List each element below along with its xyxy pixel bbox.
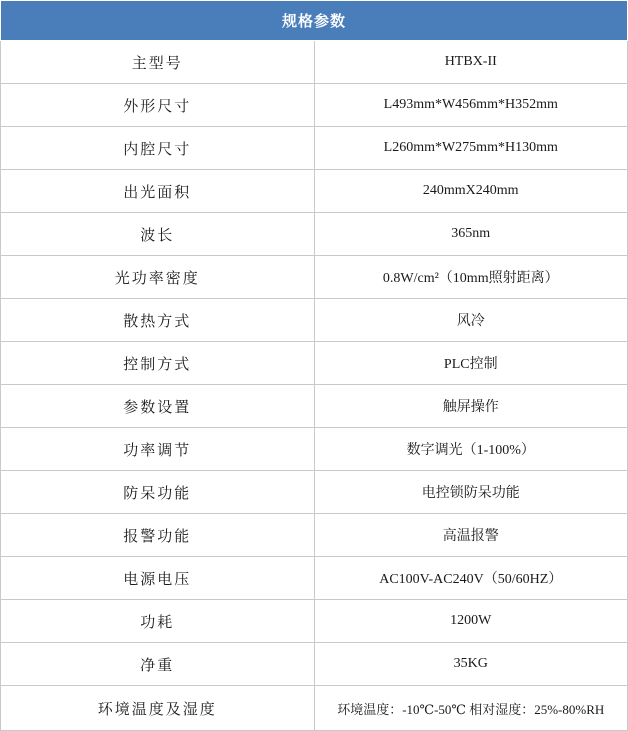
row-label: 外形尺寸 — [1, 84, 315, 127]
table-row — [1, 514, 628, 557]
row-value: 触屏操作 — [314, 385, 628, 428]
table-row — [1, 170, 628, 213]
table-row — [1, 643, 628, 686]
row-label: 防呆功能 — [1, 471, 315, 514]
row-value: PLC控制 — [314, 342, 628, 385]
row-label: 主型号 — [1, 41, 315, 84]
row-label: 散热方式 — [1, 299, 315, 342]
row-value: 环境温度：-10℃-50℃ 相对湿度：25%-80%RH — [314, 686, 628, 731]
table-row — [1, 41, 628, 84]
row-value: 1200W — [314, 600, 628, 643]
table-row — [1, 127, 628, 170]
table-row — [1, 471, 628, 514]
table-row — [1, 428, 628, 471]
row-label: 内腔尺寸 — [1, 127, 315, 170]
row-value: AC100V-AC240V（50/60HZ） — [314, 557, 628, 600]
row-value: 240mmX240mm — [314, 170, 628, 213]
row-label: 波长 — [1, 213, 315, 256]
table-row — [1, 342, 628, 385]
row-value: L260mm*W275mm*H130mm — [314, 127, 628, 170]
table-row — [1, 84, 628, 127]
table-header-row — [1, 1, 628, 41]
row-label: 参数设置 — [1, 385, 315, 428]
row-label: 出光面积 — [1, 170, 315, 213]
table-row — [1, 686, 628, 731]
table-row — [1, 256, 628, 299]
row-value: 365nm — [314, 213, 628, 256]
row-label: 报警功能 — [1, 514, 315, 557]
row-label: 光功率密度 — [1, 256, 315, 299]
row-value: 数字调光（1-100%） — [314, 428, 628, 471]
table-row — [1, 557, 628, 600]
row-label: 电源电压 — [1, 557, 315, 600]
row-label: 环境温度及湿度 — [1, 686, 315, 731]
row-label: 功耗 — [1, 600, 315, 643]
table-title: 规格参数 — [1, 1, 628, 41]
row-value: HTBX-II — [314, 41, 628, 84]
table-row — [1, 385, 628, 428]
row-value: 风冷 — [314, 299, 628, 342]
row-value: L493mm*W456mm*H352mm — [314, 84, 628, 127]
row-value: 高温报警 — [314, 514, 628, 557]
row-value: 电控锁防呆功能 — [314, 471, 628, 514]
table-row — [1, 213, 628, 256]
row-label: 控制方式 — [1, 342, 315, 385]
row-value: 35KG — [314, 643, 628, 686]
table-row — [1, 600, 628, 643]
table-row — [1, 299, 628, 342]
row-label: 功率调节 — [1, 428, 315, 471]
row-label: 净重 — [1, 643, 315, 686]
row-value: 0.8W/cm²（10mm照射距离） — [314, 256, 628, 299]
